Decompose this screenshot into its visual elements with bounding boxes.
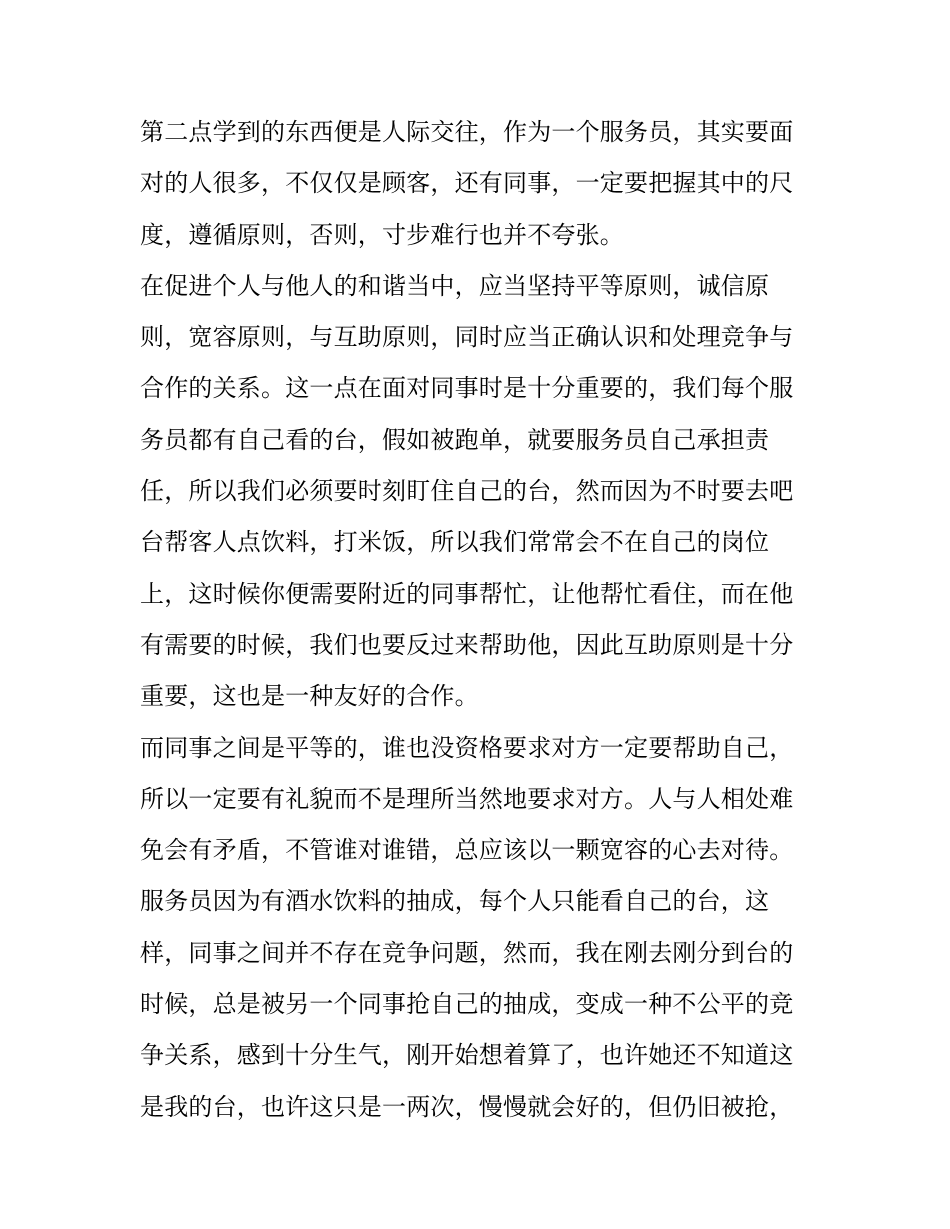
- text-line: 有需要的时候，我们也要反过来帮助他，因此互助原则是十分: [140, 630, 794, 659]
- text-line: 服务员因为有酒水饮料的抽成，每个人只能看自己的台，这: [140, 887, 770, 916]
- text-line: 免会有矛盾，不管谁对谁错，总应该以一颗宽容的心去对待。: [140, 836, 794, 865]
- text-line: 度，遵循原则，否则，寸步难行也并不夸张。: [140, 220, 624, 249]
- text-line: 第二点学到的东西便是人际交往，作为一个服务员，其实要面: [140, 118, 794, 146]
- text-line: 在促进个人与他人的和谐当中，应当坚持平等原则，诚信原: [140, 271, 770, 300]
- text-line: 而同事之间是平等的，谁也没资格要求对方一定要帮助自己，: [140, 733, 794, 762]
- text-line: 务员都有自己看的台，假如被跑单，就要服务员自己承担责: [140, 425, 770, 454]
- text-line: 上，这时候你便需要附近的同事帮忙，让他帮忙看住，而在他: [140, 579, 794, 608]
- text-line: 重要，这也是一种友好的合作。: [140, 682, 479, 711]
- body-text: [140, 107, 820, 1133]
- text-line: 台帮客人点饮料，打米饭，所以我们常常会不在自己的岗位: [140, 528, 770, 557]
- text-line: 合作的关系。这一点在面对同事时是十分重要的，我们每个服: [140, 374, 794, 403]
- text-line: 所以一定要有礼貌而不是理所当然地要求对方。人与人相处难: [140, 784, 794, 813]
- text-line: 争关系，感到十分生气，刚开始想着算了，也许她还不知道这: [140, 1041, 794, 1070]
- text-line: 时候，总是被另一个同事抢自己的抽成，变成一种不公平的竞: [140, 990, 794, 1019]
- text-line: 样，同事之间并不存在竞争问题，然而，我在刚去刚分到台的: [140, 938, 794, 967]
- text-line: 是我的台，也许这只是一两次，慢慢就会好的，但仍旧被抢，: [140, 1092, 794, 1121]
- text-line: 任，所以我们必须要时刻盯住自己的台，然而因为不时要去吧: [140, 477, 794, 506]
- text-line: 对的人很多，不仅仅是顾客，还有同事，一定要把握其中的尺: [140, 169, 794, 198]
- text-line: 则，宽容原则，与互助原则，同时应当正确认识和处理竞争与: [140, 323, 794, 352]
